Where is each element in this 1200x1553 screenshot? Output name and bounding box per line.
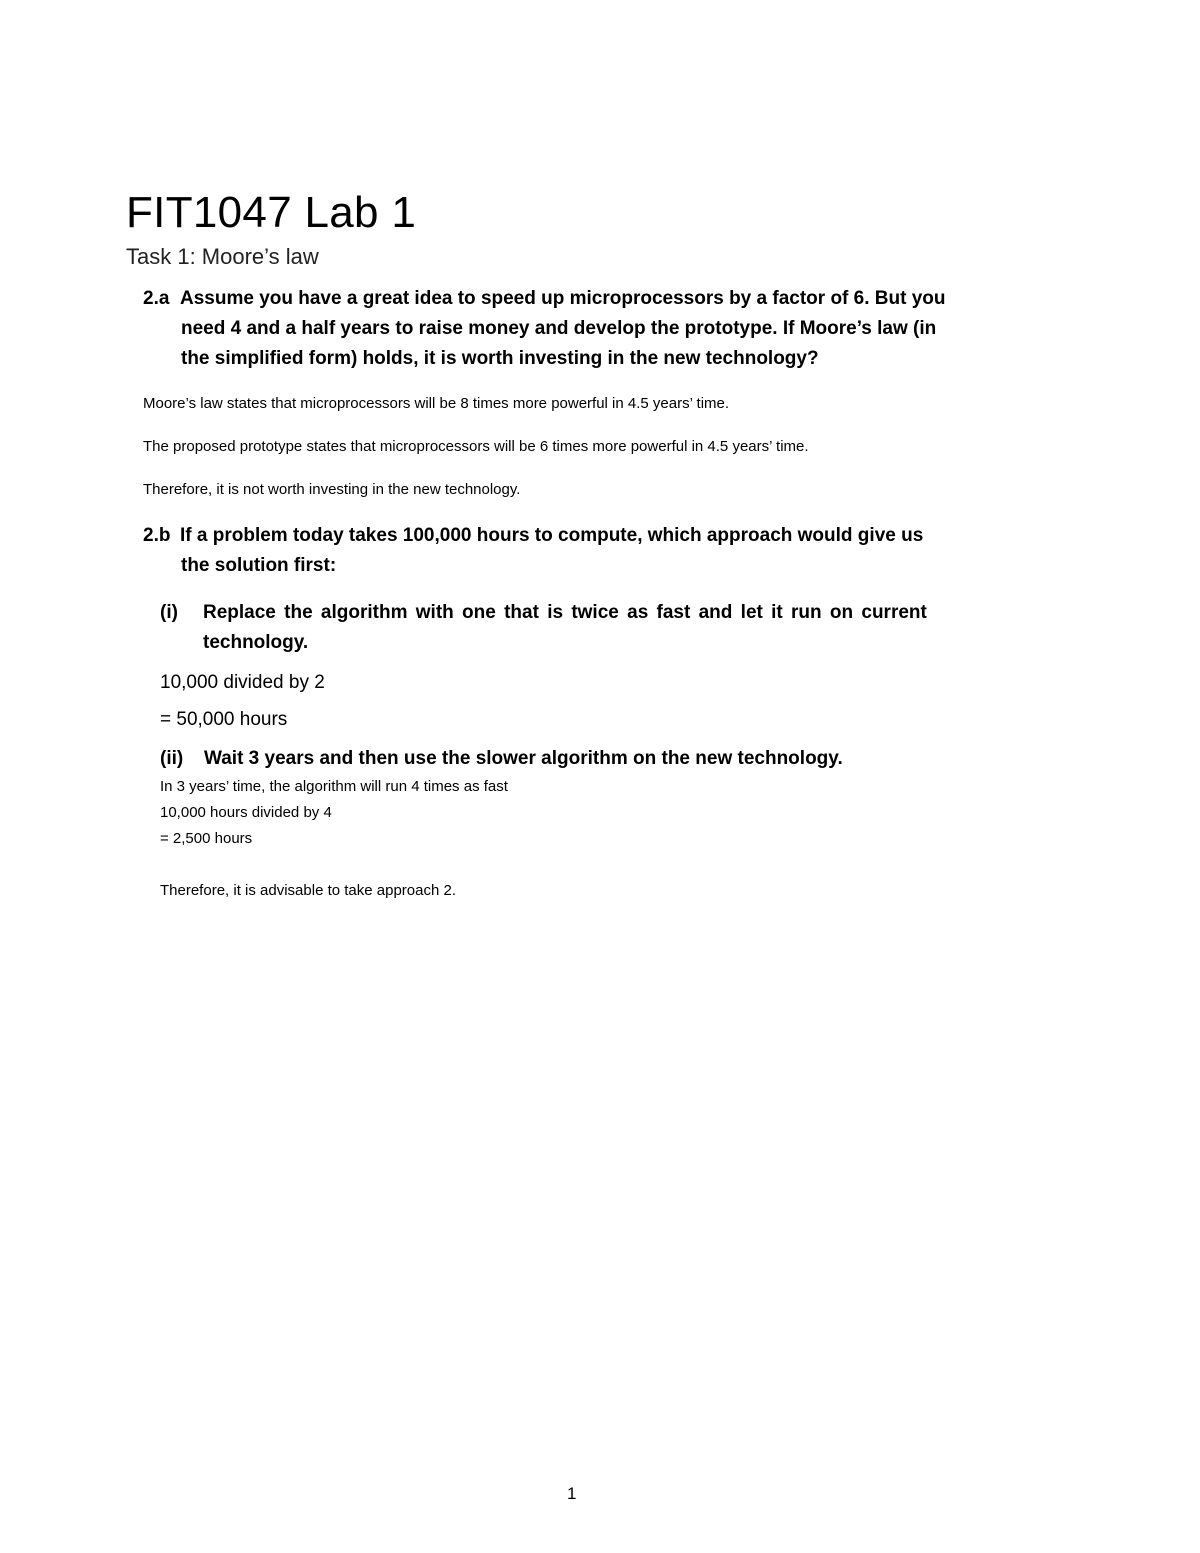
question-2a-label: 2.a (143, 288, 170, 309)
question-2b-label: 2.b (143, 525, 171, 546)
task-heading: Task 1: Moore’s law (126, 244, 319, 269)
answer-ii-line-3: = 2,500 hours (160, 830, 253, 847)
answer-i-line-1: 10,000 divided by 2 (160, 672, 325, 693)
question-2b-line-1: If a problem today takes 100,000 hours to compute, which approach would give us (180, 525, 924, 546)
part-i-line-2: technology. (203, 632, 309, 653)
question-2b-line-2: the solution first: (181, 555, 337, 576)
page-number: 1 (567, 1484, 577, 1503)
question-2a-line-3: the simplified form) holds, it is worth investing in the new technology? (181, 348, 819, 369)
question-2a-line-1: Assume you have a great idea to speed up microprocessors by a factor of 6. But you (180, 288, 946, 309)
part-i-label: (i) (160, 602, 178, 623)
question-2a-line-2: need 4 and a half years to raise money and develop the prototype. If Moore’s law (in (181, 318, 937, 339)
part-i-line-1: Replace the algorithm with one that is twice as fast and let it run on current (203, 602, 927, 623)
answer-ii-conclusion: Therefore, it is advisable to take approach 2. (160, 882, 457, 899)
answer-i-line-2: = 50,000 hours (160, 709, 288, 730)
part-ii-text: Wait 3 years and then use the slower algorithm on the new technology. (204, 748, 843, 769)
answer-ii-line-2: 10,000 hours divided by 4 (160, 804, 332, 821)
answer-ii-line-1: In 3 years’ time, the algorithm will run 4 times as fast (160, 778, 508, 795)
part-ii-label: (ii) (160, 748, 184, 769)
answer-2a-line-1: Moore’s law states that microprocessors will be 8 times more powerful in 4.5 years’ time. (143, 395, 730, 412)
answer-2a-conclusion: Therefore, it is not worth investing in the new technology. (143, 481, 521, 498)
document-title: FIT1047 Lab 1 (126, 188, 417, 237)
answer-2a-line-2: The proposed prototype states that microprocessors will be 6 times more powerful in 4.5 years’ time. (143, 438, 809, 455)
